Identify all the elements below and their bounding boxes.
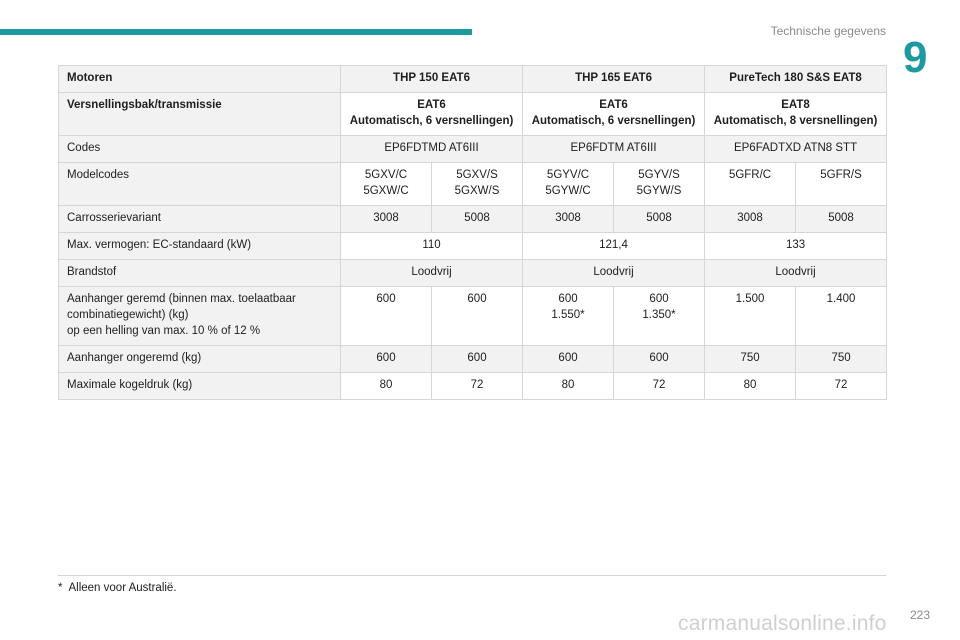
cell: 600 [432, 346, 523, 373]
cell: EAT6 Automatisch, 6 versnellingen) [523, 93, 705, 136]
cell: EP6FADTXD ATN8 STT [705, 136, 887, 163]
cell: 5GFR/C [705, 163, 796, 206]
cell: 133 [705, 233, 887, 260]
header-accent-bar [0, 29, 472, 35]
cell: EP6FDTMD AT6III [341, 136, 523, 163]
table-header-row [59, 66, 887, 93]
cell: EAT6 Automatisch, 6 versnellingen) [341, 93, 523, 136]
cell: 5GYV/S 5GYW/S [614, 163, 705, 206]
cell: EAT8 Automatisch, 8 versnellingen) [705, 93, 887, 136]
chapter-number: 9 [903, 33, 928, 82]
cell: 5008 [796, 206, 887, 233]
table-row-gearbox [59, 93, 887, 136]
cell: 5GXV/S 5GXW/S [432, 163, 523, 206]
footnote-text: Alleen voor Australië. [68, 582, 177, 594]
cell: 110 [341, 233, 523, 260]
footnote-divider [58, 575, 886, 576]
cell: 600 [341, 287, 432, 346]
cell: Loodvrij [341, 260, 523, 287]
cell: 600 [523, 346, 614, 373]
specs-table [58, 65, 887, 400]
header-puretech180: PureTech 180 S&S EAT8 [705, 66, 887, 93]
section-title: Technische gegevens [770, 24, 886, 38]
row-label: Maximale kogeldruk (kg) [59, 373, 341, 400]
cell: 600 [432, 287, 523, 346]
cell: 121,4 [523, 233, 705, 260]
cell: 1.400 [796, 287, 887, 346]
cell: Loodvrij [523, 260, 705, 287]
cell: 80 [523, 373, 614, 400]
row-label: Versnellingsbak/transmissie [59, 93, 341, 136]
row-label: Aanhanger ongeremd (kg) [59, 346, 341, 373]
header-thp150: THP 150 EAT6 [341, 66, 523, 93]
cell: 750 [705, 346, 796, 373]
cell: 5008 [432, 206, 523, 233]
cell: 750 [796, 346, 887, 373]
header-engines: Motoren [59, 66, 341, 93]
cell: 72 [796, 373, 887, 400]
table-row-codes [59, 136, 887, 163]
cell: 600 1.350* [614, 287, 705, 346]
row-label: Codes [59, 136, 341, 163]
table-row-nose-weight [59, 373, 887, 400]
cell: EP6FDTM AT6III [523, 136, 705, 163]
row-label: Aanhanger geremd (binnen max. toelaatbaar combinatiegewicht) (kg) op een helling van max. 10 % of 12 % [59, 287, 341, 346]
table-row-braked-trailer [59, 287, 887, 346]
footnote [58, 582, 177, 594]
cell: 1.500 [705, 287, 796, 346]
cell: 3008 [705, 206, 796, 233]
cell: 600 [341, 346, 432, 373]
row-label: Brandstof [59, 260, 341, 287]
cell: 72 [432, 373, 523, 400]
cell: 3008 [341, 206, 432, 233]
cell: 80 [705, 373, 796, 400]
cell: 72 [614, 373, 705, 400]
cell: 3008 [523, 206, 614, 233]
watermark: carmanualsonline.info [678, 612, 887, 635]
table-row-body-variant [59, 206, 887, 233]
cell: 80 [341, 373, 432, 400]
table-row-model-codes [59, 163, 887, 206]
cell: 5008 [614, 206, 705, 233]
row-label: Modelcodes [59, 163, 341, 206]
cell: 5GYV/C 5GYW/C [523, 163, 614, 206]
cell: 600 [614, 346, 705, 373]
footnote-mark: * [58, 582, 63, 594]
cell: 5GXV/C 5GXW/C [341, 163, 432, 206]
page-number: 223 [909, 608, 930, 622]
table-row-unbraked-trailer [59, 346, 887, 373]
cell: 600 1.550* [523, 287, 614, 346]
table-row-max-power [59, 233, 887, 260]
table-row-fuel [59, 260, 887, 287]
row-label: Max. vermogen: EC-standaard (kW) [59, 233, 341, 260]
cell: 5GFR/S [796, 163, 887, 206]
header-thp165: THP 165 EAT6 [523, 66, 705, 93]
cell: Loodvrij [705, 260, 887, 287]
row-label: Carrosserievariant [59, 206, 341, 233]
